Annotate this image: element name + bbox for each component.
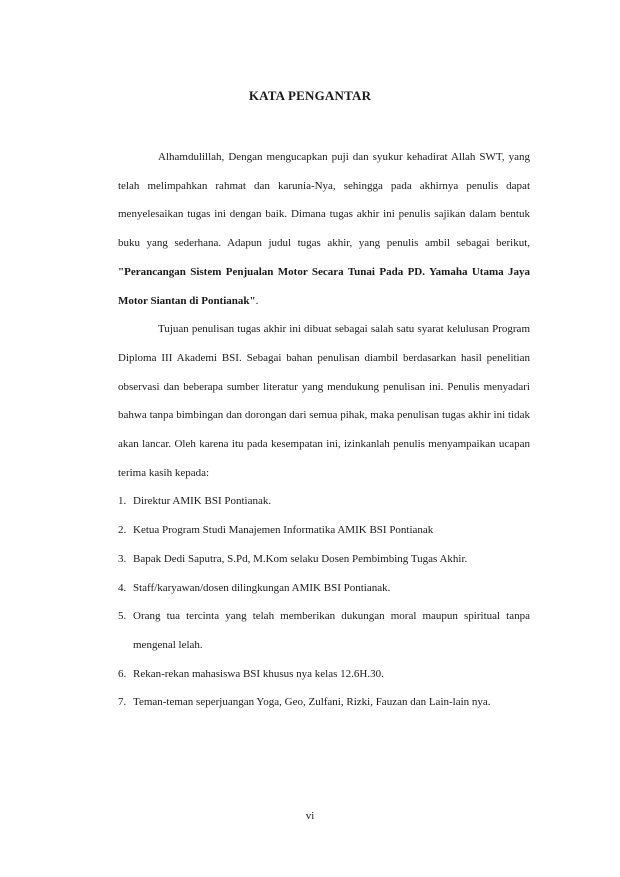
list-item-text: Rekan-rekan mahasiswa BSI khusus nya kelas 12.6H.30. xyxy=(133,667,384,680)
list-item xyxy=(118,487,530,516)
paragraph-intro xyxy=(118,143,530,315)
list-item-number: 3. xyxy=(118,552,127,565)
list-item-text: Orang tua tercinta yang telah memberikan dukungan moral maupun spiritual tanpa mengenal lelah. xyxy=(133,610,530,651)
document-body xyxy=(118,143,530,717)
list-item-number: 2. xyxy=(118,524,127,537)
thesis-title: "Perancangan Sistem Penjualan Motor Secara Tunai Pada PD. Yamaha Utama Jaya Motor Siantan di Pontianak" xyxy=(118,265,530,307)
list-item xyxy=(118,660,530,689)
list-item-text: Staff/karyawan/dosen dilingkungan AMIK BSI Pontianak. xyxy=(133,581,391,594)
acknowledgement-list xyxy=(118,487,530,717)
list-item xyxy=(118,545,530,574)
list-item-number: 5. xyxy=(118,610,127,623)
list-item-text: Teman-teman seperjuangan Yoga, Geo, Zulfani, Rizki, Fauzan dan Lain-lain nya. xyxy=(133,696,491,709)
list-item-text: Direktur AMIK BSI Pontianak. xyxy=(133,495,272,508)
paragraph-purpose: Tujuan penulisan tugas akhir ini dibuat sebagai salah satu syarat kelulusan Program Diploma III Akademi BSI. Sebagai bahan penulisan diambil berdasarkan hasil penelitian observasi dan beberapa sumber literatur yang mendukung penulisan ini. Penulis menyadari bahwa tanpa bimbingan dan dorongan dari semua pihak, maka penulisan tugas akhir ini tidak akan lancar. Oleh karena itu pada kesempatan ini, izinkanlah penulis menyampaikan ucapan terima kasih kepada: xyxy=(118,323,530,479)
list-item-number: 4. xyxy=(118,581,127,594)
paragraph-intro-text: Alhamdulillah, Dengan mengucapkan puji dan syukur kehadirat Allah SWT, yang telah melimpahkan rahmat dan karunia-Nya, sehingga pada akhirnya penulis dapat menyelesaikan tugas ini dengan baik. Dimana tugas akhir ini penulis sajikan dalam bentuk buku yang sederhana. Adapun judul tugas akhir, yang penulis ambil sebagai berikut, xyxy=(118,151,530,250)
list-item-text: Ketua Program Studi Manajemen Informatika AMIK BSI Pontianak xyxy=(133,524,434,537)
list-item-number: 6. xyxy=(118,667,127,680)
list-item-number: 1. xyxy=(118,495,127,508)
list-item xyxy=(118,574,530,603)
list-item xyxy=(118,516,530,545)
list-item xyxy=(118,688,530,717)
list-item xyxy=(118,602,530,659)
page-number: vi xyxy=(305,810,315,822)
paragraph-intro-end: . xyxy=(255,294,259,307)
list-item-number: 7. xyxy=(118,696,127,709)
page-title: KATA PENGANTAR xyxy=(248,88,372,103)
list-item-text: Bapak Dedi Saputra, S.Pd, M.Kom selaku Dosen Pembimbing Tugas Akhir. xyxy=(133,552,468,565)
